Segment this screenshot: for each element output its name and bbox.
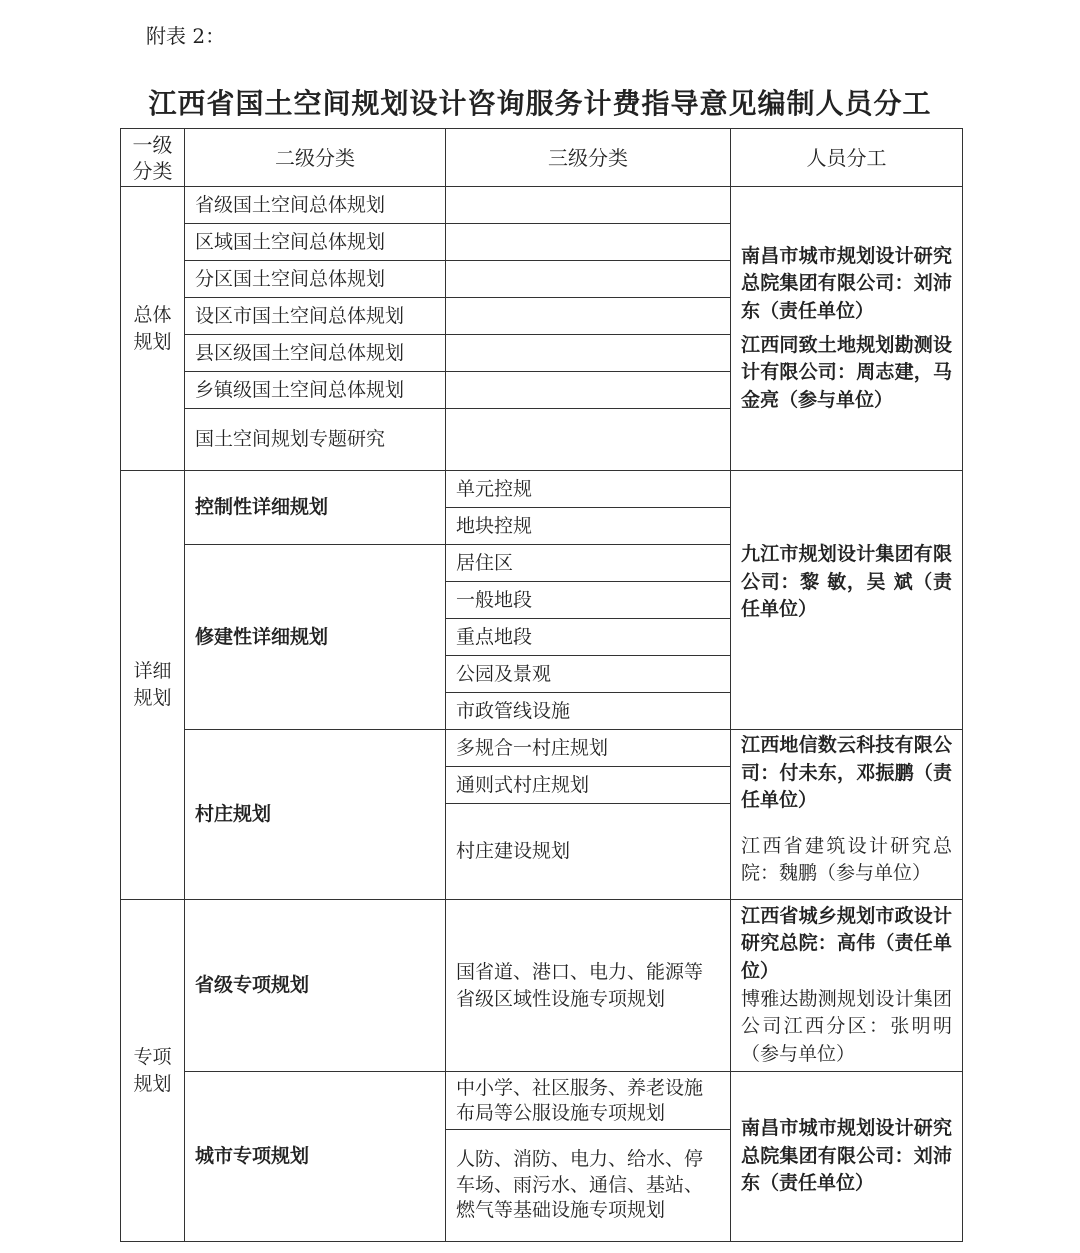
level3-cell (446, 261, 731, 298)
level2-control: 控制性详细规划 (185, 471, 446, 545)
level3-cell: 通则式村庄规划 (446, 767, 731, 804)
level2-construction: 修建性详细规划 (185, 545, 446, 730)
level3-cell: 国省道、港口、电力、能源等省级区域性设施专项规划 (446, 900, 731, 1072)
level2-city: 城市专项规划 (185, 1072, 446, 1242)
level3-cell: 重点地段 (446, 619, 731, 656)
staff-control (731, 471, 963, 730)
staff-participant: 博雅达勘测规划设计集团公司江西分区：张明明（参与单位） (741, 987, 952, 1065)
table-row (121, 730, 963, 767)
staff-lead: 南昌市城市规划设计研究总院集团有限公司：刘沛东（责任单位） (741, 244, 952, 322)
level3-cell (446, 335, 731, 372)
staff-lead: 九江市规划设计集团有限公司：黎 敏，吴 斌（责任单位） (741, 543, 952, 621)
table-row (121, 471, 963, 508)
level2-cell: 区域国土空间总体规划 (185, 224, 446, 261)
staff-overall (731, 187, 963, 471)
level3-cell: 公园及景观 (446, 656, 731, 693)
table-row (121, 900, 963, 1072)
staff-provincial (731, 900, 963, 1072)
level3-cell: 单元控规 (446, 471, 731, 508)
staff-city (731, 1072, 963, 1242)
level2-cell: 国土空间规划专题研究 (185, 409, 446, 471)
level3-cell (446, 298, 731, 335)
level3-cell: 村庄建设规划 (446, 804, 731, 900)
level3-cell (446, 409, 731, 471)
staff-lead: 江西省城乡规划市政设计研究总院：高伟（责任单位） (741, 904, 952, 982)
level3-cell: 多规合一村庄规划 (446, 730, 731, 767)
level2-provincial: 省级专项规划 (185, 900, 446, 1072)
header-level2: 二级分类 (185, 129, 446, 187)
staff-division-table (120, 128, 963, 1242)
staff-participant: 江西同致土地规划勘测设计有限公司：周志建，马金亮（参与单位） (741, 333, 952, 411)
level2-cell: 分区国土空间总体规划 (185, 261, 446, 298)
staff-participant: 江西省建筑设计研究总院：魏鹏（参与单位） (741, 834, 952, 885)
level3-cell (446, 187, 731, 224)
page-title: 江西省国土空间规划设计咨询服务计费指导意见编制人员分工 (148, 87, 932, 120)
staff-lead: 南昌市城市规划设计研究总院集团有限公司：刘沛东（责任单位） (741, 1117, 952, 1195)
header-level3: 三级分类 (446, 129, 731, 187)
table-row (121, 187, 963, 224)
staff-village (731, 730, 963, 900)
header-row (121, 129, 963, 187)
level3-cell: 人防、消防、电力、给水、停车场、雨污水、通信、基站、燃气等基础设施专项规划 (446, 1130, 731, 1242)
level3-cell: 地块控规 (446, 508, 731, 545)
level3-cell: 市政管线设施 (446, 693, 731, 730)
level2-cell: 设区市国土空间总体规划 (185, 298, 446, 335)
level3-cell: 中小学、社区服务、养老设施布局等公服设施专项规划 (446, 1072, 731, 1130)
level2-cell: 乡镇级国土空间总体规划 (185, 372, 446, 409)
level3-cell: 居住区 (446, 545, 731, 582)
appendix-label: 附表 2： (146, 24, 226, 48)
table-row (121, 1072, 963, 1130)
header-level1: 一级 分类 (121, 129, 185, 187)
header-staff: 人员分工 (731, 129, 963, 187)
level3-cell (446, 224, 731, 261)
level1-special: 专项 规划 (121, 900, 185, 1242)
level2-village: 村庄规划 (185, 730, 446, 900)
level3-cell (446, 372, 731, 409)
level3-cell: 一般地段 (446, 582, 731, 619)
staff-lead: 江西地信数云科技有限公司：付未东，邓振鹏（责任单位） (741, 734, 952, 812)
level1-overall: 总体 规划 (121, 187, 185, 471)
level2-cell: 县区级国土空间总体规划 (185, 335, 446, 372)
level1-detailed: 详细 规划 (121, 471, 185, 900)
level2-cell: 省级国土空间总体规划 (185, 187, 446, 224)
